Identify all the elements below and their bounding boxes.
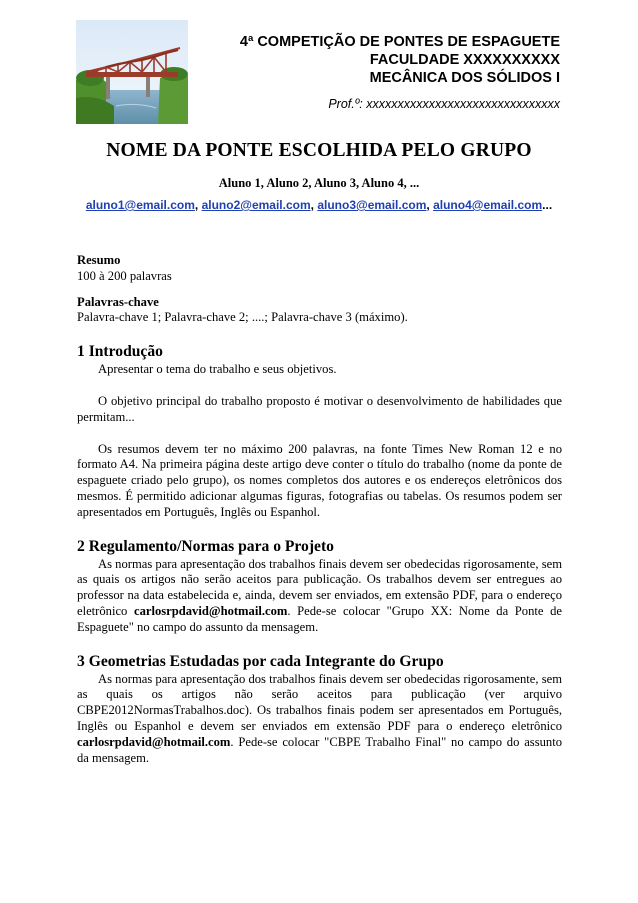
section-1-heading: 1 Introdução — [77, 343, 163, 361]
bridge-photo — [76, 20, 188, 124]
section-1-paragraph-3: Os resumos devem ter no máximo 200 palavras, na fonte Times New Roman 12 e no formato A4. Na primeira página deste artigo deve conter o título do trabalho (nome da ponte de espaguete criado pelo grupo), os nomes completos dos autores e os endereços eletrônicos dos mesmos. É permitido adicionar algumas figuras, fotografias ou tabelas. Os resumos podem ser apresentados em Português, Inglês ou Espanhol. — [77, 441, 562, 519]
section-3-text-a: As normas para apresentação dos trabalhos finais devem ser obedecidas rigorosamente, sem as quais os artigos não serão aceitos para publicação (ver arquivo CBPE2012NormasTrabalhos.doc). Os trabalhos finais podem ser apresentados em Português, Inglês ou Espanhol e devem ser enviados em extensão PDF para o endereço eletrônico — [77, 671, 562, 733]
section-3-text-b: . Pede-se colocar "CBPE Trabalho Final" no campo do assunto da mensagem. — [77, 734, 562, 765]
email-separator: , — [194, 198, 202, 212]
section-2-heading: 2 Regulamento/Normas para o Projeto — [77, 537, 334, 555]
keywords-text: Palavra-chave 1; Palavra-chave 2; ....; Palavra-chave 3 (máximo). — [77, 310, 408, 325]
abstract-text: 100 à 200 palavras — [77, 268, 172, 283]
section-1-paragraph-2: O objetivo principal do trabalho proposto é motivar o desenvolvimento de habilidades que permitam... — [77, 393, 562, 424]
header-course: MECÂNICA DOS SÓLIDOS I — [369, 70, 560, 86]
section-1-paragraph-1: Apresentar o tema do trabalho e seus objetivos. — [98, 362, 337, 377]
header-professor: Prof.º: xxxxxxxxxxxxxxxxxxxxxxxxxxxxxxx — [328, 97, 560, 111]
email-link-3[interactable]: aluno3@email.com — [317, 198, 427, 212]
email-separator: , — [426, 198, 434, 212]
header-faculty: FACULDADE XXXXXXXXXX — [369, 52, 560, 68]
email-link-2[interactable]: aluno2@email.com — [201, 198, 311, 212]
email-link-1[interactable]: aluno1@email.com — [85, 198, 195, 212]
paper-title: NOME DA PONTE ESCOLHIDA PELO GRUPO — [106, 140, 532, 161]
section-2-text-a: As normas para apresentação dos trabalhos finais devem ser obedecidas rigorosamente, sem as quais os artigos não serão aceitos para publicação. Os trabalhos devem ser entregues ao professor na data estabelecida e, ainda, devem ser enviados, em extensão PDF, para o endereço eletrônico — [77, 556, 562, 618]
section-3-paragraph-1 — [77, 672, 562, 767]
email-separator: , — [310, 198, 318, 212]
section-2-email: carlosrpdavid@hotmail.com — [133, 603, 288, 618]
section-2-text-b: . Pede-se colocar "Grupo XX: Nome da Ponte de Espaguete" no campo do assunto da mensagem. — [77, 603, 562, 634]
email-trailing-ellipsis: ... — [542, 198, 553, 212]
header-competition: 4ª COMPETIÇÃO DE PONTES DE ESPAGUETE — [239, 34, 560, 50]
section-3-email: carlosrpdavid@hotmail.com — [77, 734, 231, 749]
paper-body — [77, 253, 562, 782]
keywords-label: Palavras-chave — [77, 294, 159, 309]
section-2-paragraph-1 — [77, 557, 562, 636]
authors-line: Aluno 1, Aluno 2, Aluno 3, Aluno 4, ... — [218, 176, 420, 190]
emails-line — [0, 198, 638, 212]
abstract-label: Resumo — [77, 253, 121, 267]
email-link-4[interactable]: aluno4@email.com — [433, 198, 543, 212]
section-3-heading: 3 Geometrias Estudadas por cada Integrante do Grupo — [77, 652, 444, 670]
